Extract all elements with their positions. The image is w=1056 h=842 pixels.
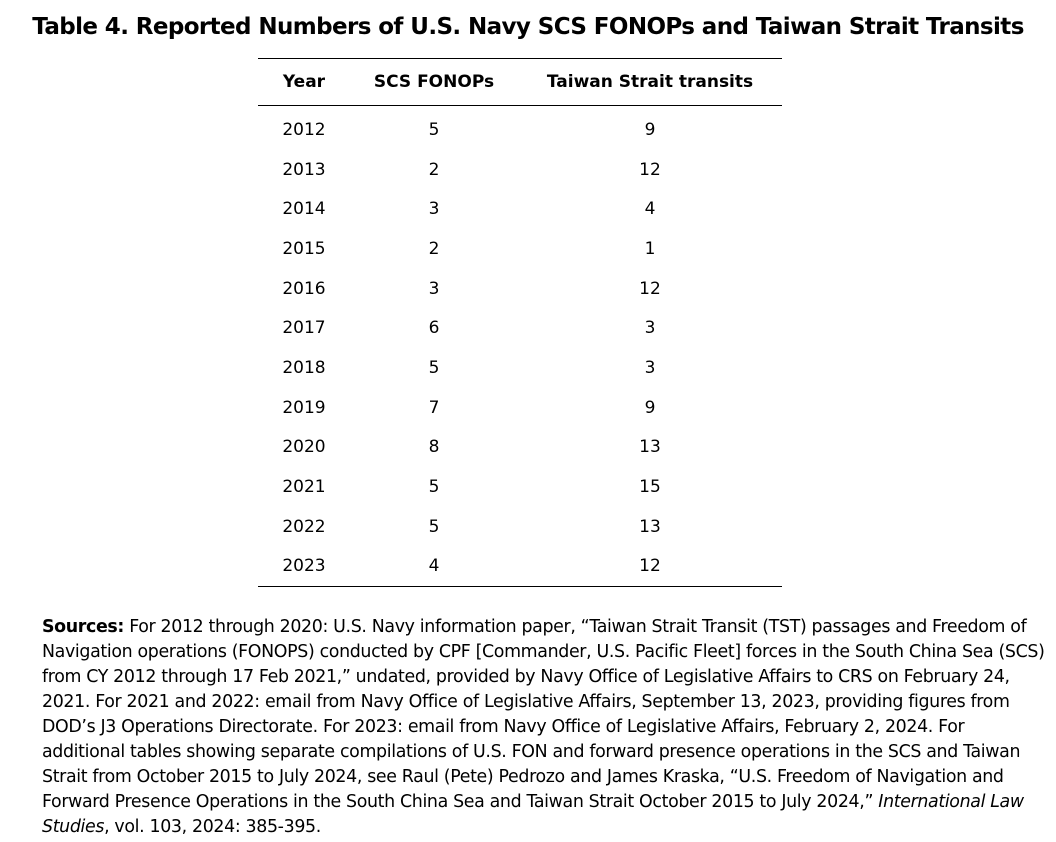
data-table bbox=[258, 58, 782, 587]
table-row bbox=[258, 150, 782, 190]
cell-scs-fonops: 6 bbox=[428, 318, 440, 339]
cell-taiwan-strait-transits: 13 bbox=[639, 437, 661, 458]
cell-taiwan-strait-transits: 12 bbox=[639, 159, 661, 180]
cell-scs-fonops: 2 bbox=[428, 238, 440, 259]
cell-taiwan-strait-transits: 12 bbox=[518, 547, 782, 587]
cell-year: 2018 bbox=[282, 357, 326, 378]
cell-year: 2013 bbox=[282, 159, 326, 180]
table-header-row bbox=[258, 59, 782, 106]
cell-year: 2023 bbox=[258, 547, 350, 587]
cell-taiwan-strait-transits: 9 bbox=[644, 397, 656, 418]
cell-taiwan-strait-transits: 4 bbox=[644, 199, 656, 220]
cell-scs-fonops: 8 bbox=[428, 437, 440, 458]
cell-taiwan-strait-transits: 13 bbox=[639, 516, 661, 537]
table-title: Table 4. Reported Numbers of U.S. Navy SCS FONOPs and Taiwan Strait Transits bbox=[32, 14, 1024, 40]
cell-year: 2015 bbox=[282, 238, 326, 259]
cell-scs-fonops: 5 bbox=[428, 516, 440, 537]
table-row bbox=[258, 229, 782, 269]
sources-note bbox=[42, 615, 1052, 840]
table-row bbox=[258, 348, 782, 388]
table-row bbox=[258, 428, 782, 468]
cell-year: 2019 bbox=[282, 397, 326, 418]
table-row bbox=[258, 308, 782, 348]
cell-year: 2022 bbox=[282, 516, 326, 537]
table-row bbox=[258, 467, 782, 507]
cell-year: 2016 bbox=[282, 278, 326, 299]
header-scs-fonops: SCS FONOPs bbox=[350, 59, 518, 106]
header-taiwan-strait-transits: Taiwan Strait transits bbox=[518, 59, 782, 106]
cell-scs-fonops: 4 bbox=[350, 547, 518, 587]
table-row bbox=[258, 507, 782, 547]
sources-text: For 2012 through 2020: U.S. Navy information paper, “Taiwan Strait Transit (TST) passages and Freedom of Navigation operations (FONOPS) conducted by CPF [Commander, U.S. Pacific Fleet] forces in the South China Sea (SCS) from CY 2012 through 17 Feb 2021,” undated, provided by Navy Office of Legislative Affairs to CRS on February 24, 2021. For 2021 and 2022: email from Navy Office of Legislative Affairs, September 13, 2023, providing figures from DOD’s J3 Operations Directorate. For 2023: email from Navy Office of Legislative Affairs, February 2, 2024. For additional tables showing separate compilations of U.S. FON and forward presence operations in the SCS and Taiwan Strait from October 2015 to July 2024, see Raul (Pete) Pedrozo and James Kraska, “U.S. Freedom of Navigation and Forward Presence Operations in the South China Sea and Taiwan Strait October 2015 to July 2024,” bbox=[42, 617, 1045, 813]
cell-year: 2020 bbox=[282, 437, 326, 458]
sources-label: Sources: bbox=[42, 617, 125, 638]
table-row bbox=[258, 189, 782, 229]
cell-year: 2014 bbox=[282, 199, 326, 220]
cell-taiwan-strait-transits: 3 bbox=[644, 357, 656, 378]
cell-scs-fonops: 3 bbox=[428, 278, 440, 299]
sources-citation-tail: , vol. 103, 2024: 385-395. bbox=[104, 817, 321, 838]
table-row bbox=[258, 269, 782, 309]
cell-scs-fonops: 2 bbox=[428, 159, 440, 180]
header-year: Year bbox=[258, 59, 350, 106]
cell-taiwan-strait-transits: 1 bbox=[644, 238, 656, 259]
table-row bbox=[258, 388, 782, 428]
cell-scs-fonops: 5 bbox=[428, 357, 440, 378]
table-row bbox=[258, 106, 782, 150]
cell-year: 2017 bbox=[282, 318, 326, 339]
cell-taiwan-strait-transits: 3 bbox=[644, 318, 656, 339]
cell-taiwan-strait-transits: 15 bbox=[639, 477, 661, 498]
cell-taiwan-strait-transits: 12 bbox=[639, 278, 661, 299]
cell-taiwan-strait-transits: 9 bbox=[644, 119, 656, 140]
cell-scs-fonops: 3 bbox=[428, 199, 440, 220]
sources-journal-title: International Law Studies bbox=[42, 792, 1024, 838]
cell-year: 2012 bbox=[282, 119, 326, 140]
table-row bbox=[258, 547, 782, 587]
cell-year: 2021 bbox=[282, 477, 326, 498]
cell-scs-fonops: 7 bbox=[428, 397, 440, 418]
cell-scs-fonops: 5 bbox=[428, 119, 440, 140]
cell-scs-fonops: 5 bbox=[428, 477, 440, 498]
